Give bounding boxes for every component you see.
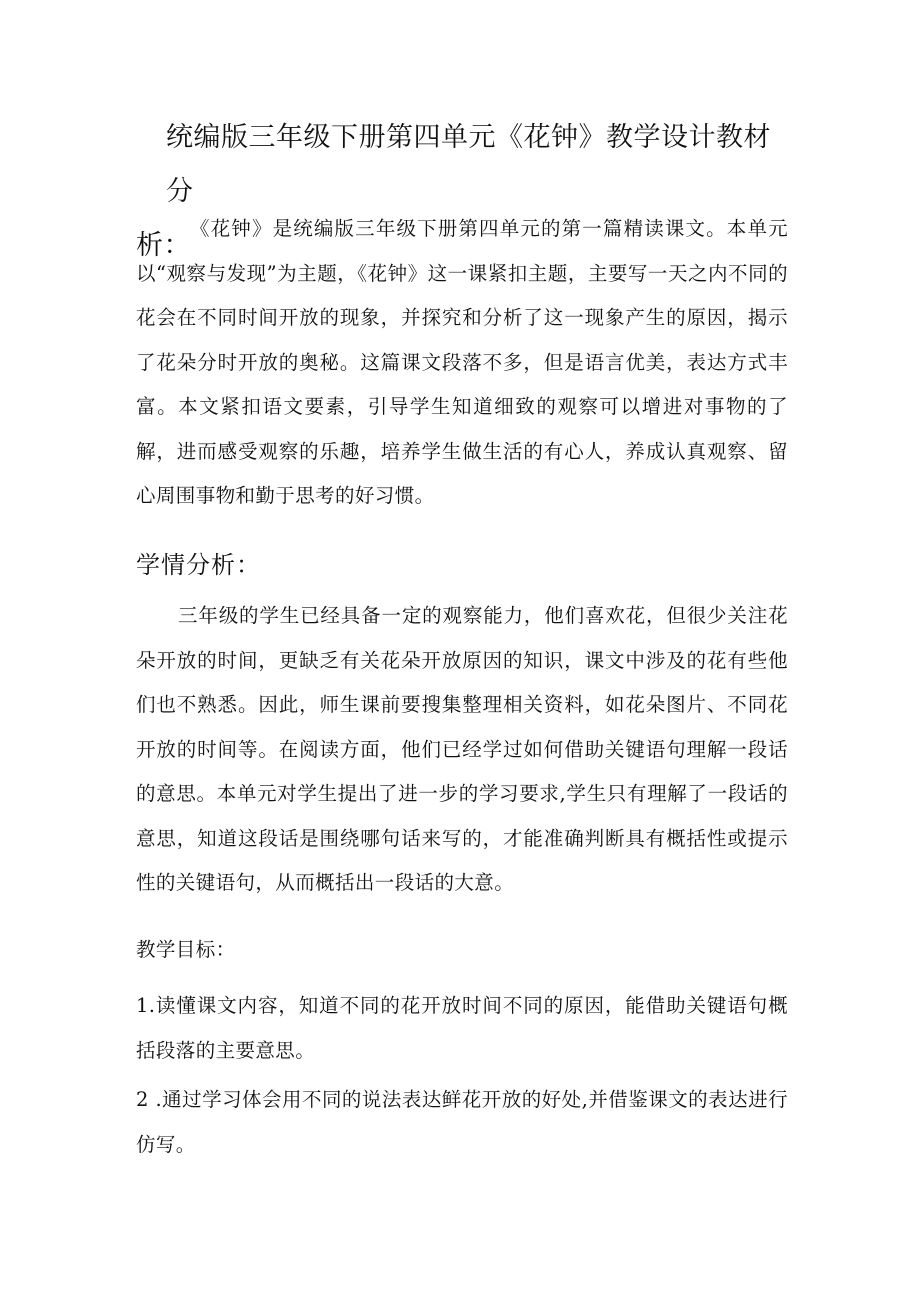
- objective-item-2: 2 .通过学习体会用不同的说法表达鲜花开放的好处,并借鉴课文的表达进行仿写。: [136, 1088, 788, 1156]
- textbook-analysis-paragraph: 《花钟》是统编版三年级下册第四单元的第一篇精读课文。本单元以“观察与发现”为主题，《花钟》这一课紧扣主题，主要写一天之内不同的花会在不同时间开放的现象，并探究和分析了这一现象产生的原因，揭示了花朵分时开放的奥秘。这篇课文段落不多，但是语言优美，表达方式丰富。本文紧扣语文要素，引导学生知道细致的观察可以增进对事物的了解，进而感受观察的乐趣，培养学生做生活的有心人，养成认真观察、留心周围事物和勤于思考的好习惯。: [136, 217, 788, 507]
- title-line-1: 统编版三年级下册第四单元《花钟》教学设计教材分: [166, 122, 771, 207]
- learning-analysis-paragraph: 三年级的学生已经具备一定的观察能力，他们喜欢花，但很少关注花朵开放的时间，更缺乏有关花朵开放原因的知识，课文中涉及的花有些他们也不熟悉。因此，师生课前要搜集整理相关资料，如花朵图片、不同花开放的时间等。在阅读方面，他们已经学过如何借助关键语句理解一段话的意思。本单元对学生提出了进一步的学习要求,学生只有理解了一段话的意思，知道这段话是围绕哪句话来写的，才能准确判断具有概括性或提示性的关键语句，从而概括出一段话的大意。: [136, 604, 788, 894]
- objectives-heading: 教学目标：: [136, 938, 236, 961]
- learning-analysis-heading: 学情分析：: [136, 551, 261, 579]
- objective-item-1: 1.读懂课文内容，知道不同的花开放时间不同的原因，能借助关键语句概括段落的主要意思。: [136, 994, 788, 1062]
- title-line-2: 析：: [136, 230, 191, 261]
